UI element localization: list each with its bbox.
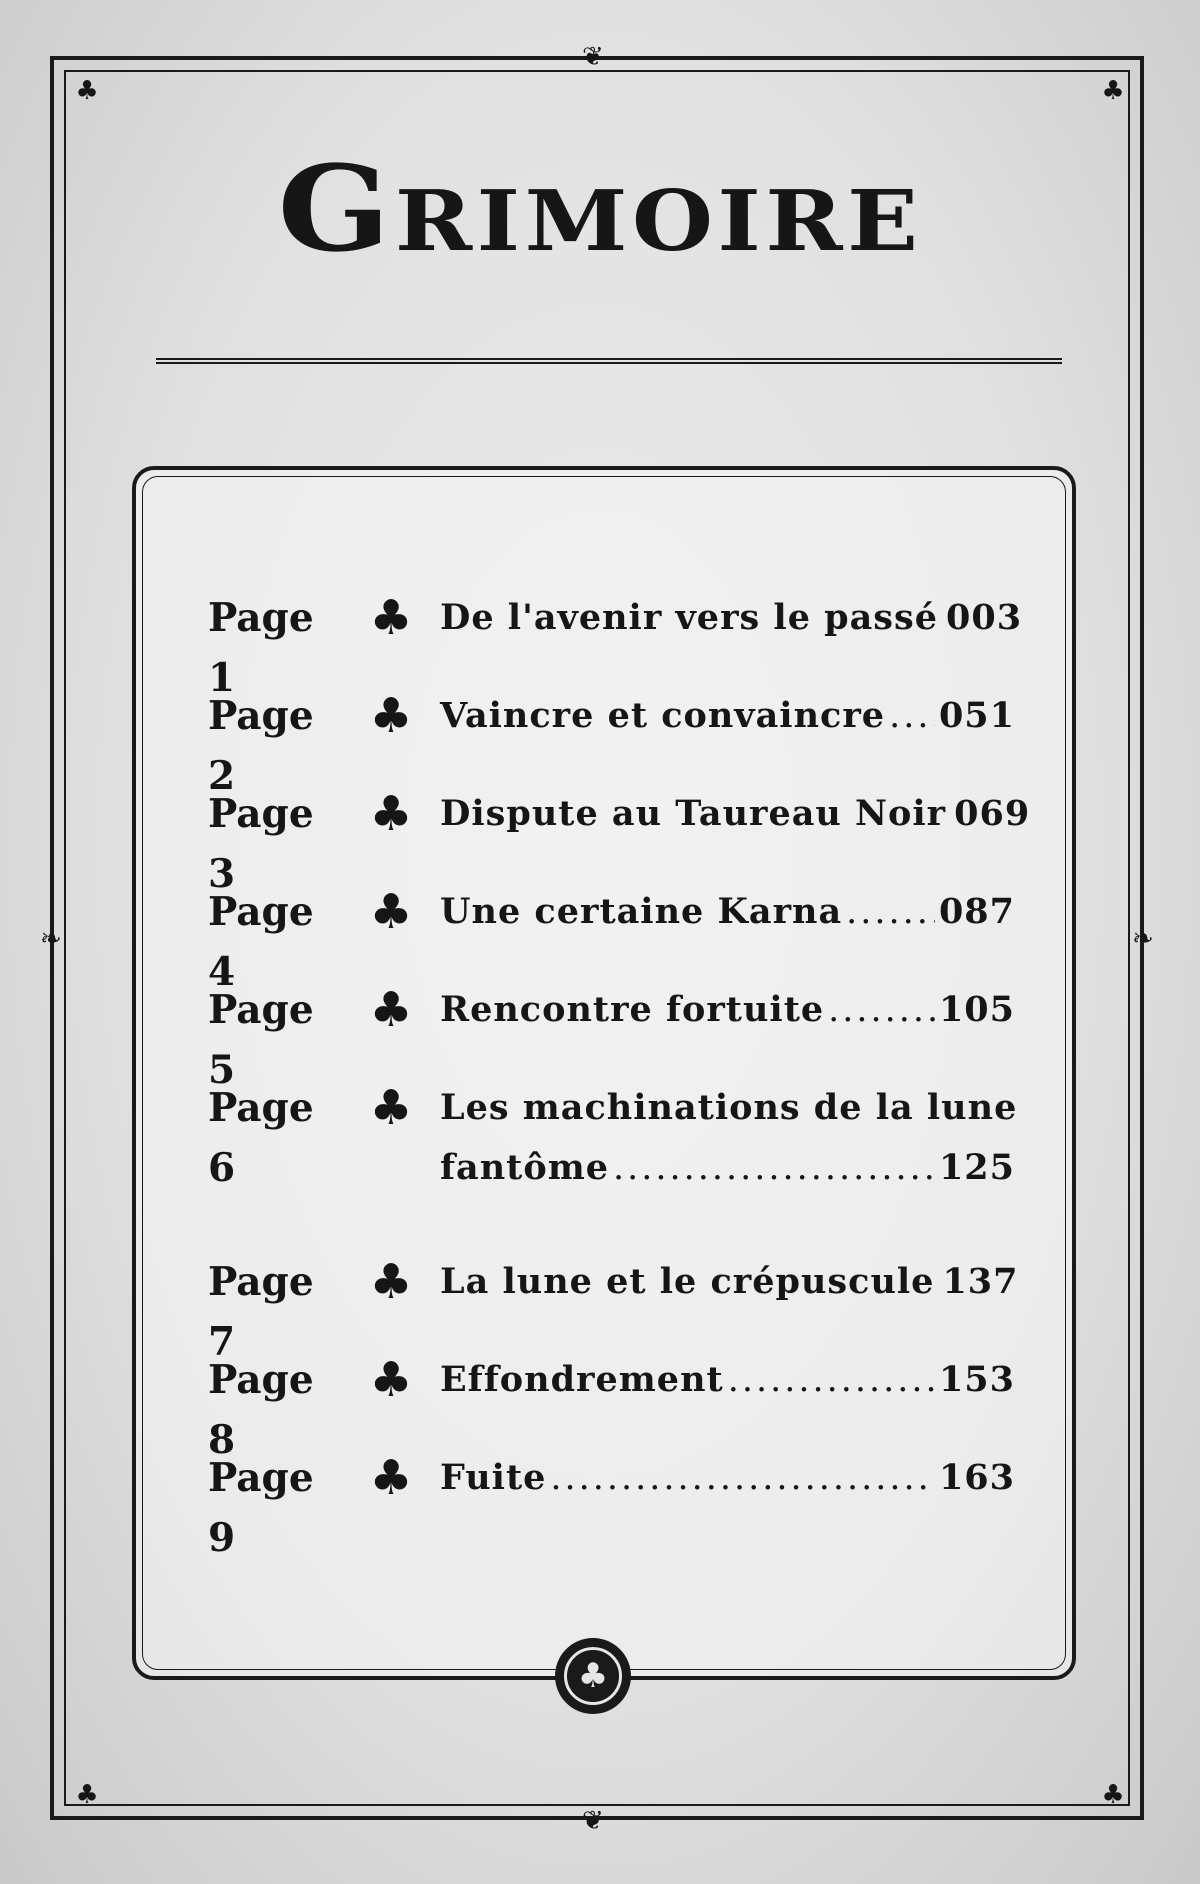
dot-leader (550, 1448, 935, 1508)
frame-ornament-icon: ❦ (582, 42, 604, 72)
toc-entry-title-continued: fantôme (440, 1147, 609, 1188)
clover-seal-emblem (555, 1638, 631, 1714)
corner-clover-icon: ♣ (1101, 1780, 1125, 1810)
toc-entry-title: La lune et le crépuscule (440, 1261, 935, 1302)
toc-entry-label: Page 5 (208, 987, 314, 1093)
toc-entry-page: 125 (938, 1147, 1015, 1188)
toc-entry-label: Page 3 (208, 791, 314, 897)
dot-leader (846, 882, 935, 942)
clover-icon: ♣ (369, 590, 413, 646)
toc-entry-label: Page 1 (208, 595, 314, 701)
toc-entry-page: 069 (954, 793, 1031, 834)
toc-entry-label: Page 8 (208, 1357, 314, 1463)
clover-icon: ♣ (369, 1254, 413, 1310)
toc-entry-label: Page 4 (208, 889, 314, 995)
toc-entry-label: Page 9 (208, 1455, 314, 1561)
toc-entry-page: 137 (942, 1261, 1019, 1302)
toc-entry-title: Vaincre et convaincre (440, 695, 886, 736)
clover-icon: ♣ (369, 786, 413, 842)
toc-entry-label: Page 7 (208, 1259, 314, 1365)
dot-leader (728, 1350, 935, 1410)
toc-entry-title: Rencontre fortuite (440, 989, 825, 1030)
dot-leader (613, 1138, 935, 1198)
toc-entry-title: Fuite (440, 1457, 547, 1498)
frame-ornament-icon: ❧ (40, 924, 62, 954)
title-divider (156, 358, 1062, 364)
corner-clover-icon: ♣ (75, 76, 99, 106)
toc-entry-page: 105 (938, 989, 1015, 1030)
corner-clover-icon: ♣ (1101, 76, 1125, 106)
clover-icon: ♣ (369, 884, 413, 940)
clover-icon: ♣ (369, 1080, 413, 1136)
toc-entry-page: 003 (945, 597, 1023, 638)
clover-icon: ♣ (369, 982, 413, 1038)
toc-entry-page: 153 (938, 1359, 1015, 1400)
clover-icon: ♣ (369, 1450, 413, 1506)
toc-entry-page: 087 (938, 891, 1015, 932)
toc-entry-title: Les machinations de la lune (440, 1087, 1018, 1128)
page-title: Grimoire (277, 139, 923, 278)
toc-entry-label: Page 2 (208, 693, 314, 799)
frame-ornament-icon: ❧ (1132, 924, 1154, 954)
toc-entry-page: 051 (938, 695, 1015, 736)
frame-ornament-icon: ❦ (582, 1806, 604, 1836)
clover-icon: ♣ (369, 688, 413, 744)
dot-leader (828, 980, 935, 1040)
toc-entry-title: Effondrement (440, 1359, 724, 1400)
dot-leader (889, 686, 935, 746)
seal-clover-icon: ♣ (564, 1647, 622, 1705)
toc-entry-title: De l'avenir vers le passé (440, 597, 938, 638)
clover-icon: ♣ (369, 1352, 413, 1408)
toc-entry-title: Dispute au Taureau Noir (440, 793, 947, 834)
toc-entry-title: Une certaine Karna (440, 891, 843, 932)
corner-clover-icon: ♣ (75, 1780, 99, 1810)
toc-entry-page: 163 (938, 1457, 1015, 1498)
toc-entry-label: Page 6 (208, 1085, 314, 1191)
